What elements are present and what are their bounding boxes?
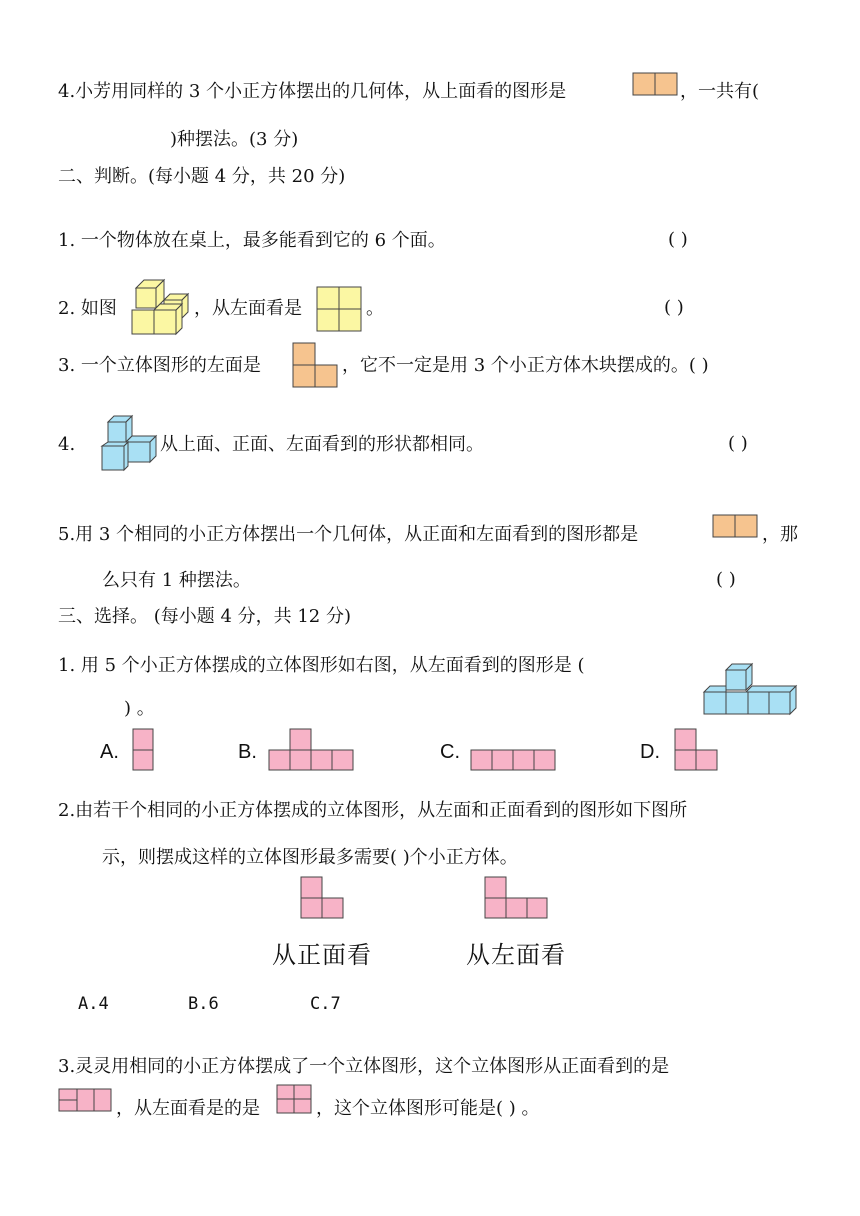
choice-3-line1: 3.灵灵用相同的小正方体摆成了一个立体图形，这个立体图形从正面看到的是 — [58, 1056, 670, 1077]
option-b-figure[interactable] — [268, 728, 356, 772]
choice-1-line1: 1. 用 5 个小正方体摆成的立体图形如右图，从左面看到的图形是 ( — [58, 655, 585, 676]
cube-stack-blue-figure — [100, 414, 160, 474]
option-a-figure[interactable] — [132, 728, 156, 772]
option-a-label[interactable]: A. — [100, 741, 119, 763]
front-view-figure — [300, 876, 346, 920]
choice-3-mid: ，从左面看是的是 — [116, 1098, 260, 1119]
judge-answer-5[interactable]: ( ) — [716, 569, 736, 590]
choice-2-option-a[interactable]: A.4 — [78, 994, 109, 1014]
q4-text-part2: ，一共有( — [680, 81, 760, 102]
cube-stack-5-blue-figure — [702, 662, 798, 716]
judge-item-2-pre: 2. 如图 — [58, 298, 117, 319]
judge-item-5-pre: 5.用 3 个相同的小正方体摆出一个几何体，从正面和左面看到的图形都是 — [58, 524, 639, 545]
caption-front-view: 从正面看 — [272, 942, 372, 969]
option-d-label[interactable]: D. — [640, 741, 660, 763]
left-view-figure — [484, 876, 550, 920]
option-b-label[interactable]: B. — [238, 741, 257, 763]
section2-heading: 二、判断。(每小题 4 分，共 20 分) — [58, 166, 346, 187]
judge-item-1: 1. 一个物体放在桌上，最多能看到它的 6 个面。 — [58, 230, 446, 251]
choice-2-line2: 示，则摆成这样的立体图形最多需要( )个小正方体。 — [102, 847, 518, 868]
left-view-l-orange-figure — [292, 342, 340, 388]
judge-item-3-post: ，它不一定是用 3 个小正方体木块摆成的。( ) — [342, 355, 709, 376]
front-left-view-orange-figure — [712, 514, 760, 538]
choice-1-line2: ) 。 — [124, 698, 155, 719]
judge-item-5-post: ，那 — [762, 524, 798, 545]
judge-item-2-post: 。 — [366, 298, 384, 319]
choice-3-left-view-figure — [276, 1084, 314, 1116]
q4-top-view-figure — [632, 72, 678, 96]
judge-item-3-pre: 3. 一个立体图形的左面是 — [58, 355, 261, 376]
option-d-figure[interactable] — [674, 728, 720, 772]
section3-heading: 三、选择。 (每小题 4 分，共 12 分) — [58, 606, 352, 627]
judge-answer-1[interactable]: ( ) — [668, 229, 688, 250]
judge-answer-2[interactable]: ( ) — [664, 297, 684, 318]
judge-answer-4[interactable]: ( ) — [728, 433, 748, 454]
choice-2-option-b[interactable]: B.6 — [188, 994, 219, 1014]
choice-2-line1: 2.由若干个相同的小正方体摆成的立体图形，从左面和正面看到的图形如下图所 — [58, 800, 688, 821]
caption-left-view: 从左面看 — [466, 942, 566, 969]
option-c-figure[interactable] — [470, 749, 558, 773]
judge-item-4-num: 4. — [58, 434, 76, 455]
left-view-2x2-yellow-figure — [316, 286, 364, 332]
option-c-label[interactable]: C. — [440, 741, 460, 763]
choice-3-front-view-figure — [58, 1088, 114, 1114]
judge-item-2-mid: ，从左面看是 — [194, 298, 302, 319]
choice-2-option-c[interactable]: C.7 — [310, 994, 341, 1014]
cube-stack-yellow-figure — [130, 278, 190, 340]
q4-text-part1: 4.小芳用同样的 3 个小正方体摆出的几何体，从上面看的图形是 — [58, 81, 567, 102]
judge-item-5-line2: 么只有 1 种摆法。 — [102, 570, 251, 591]
q4-text-line2: )种摆法。(3 分) — [170, 129, 299, 150]
judge-item-4-post: 从上面、正面、左面看到的形状都相同。 — [160, 434, 484, 455]
choice-3-post: ，这个立体图形可能是( ) 。 — [316, 1098, 540, 1119]
